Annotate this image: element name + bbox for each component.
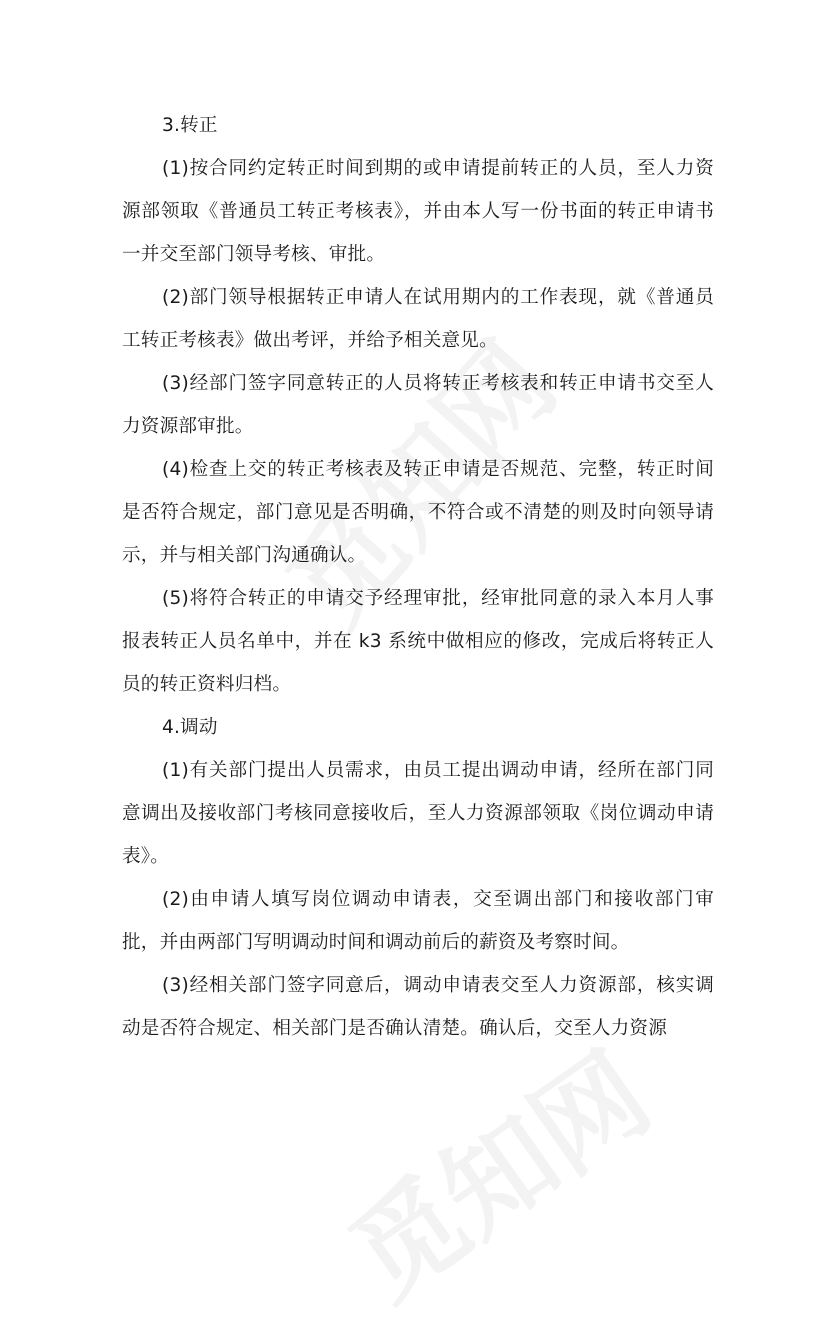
paragraph: (5)将符合转正的申请交予经理审批，经审批同意的录入本月人事报表转正人员名单中，并在 k3 系统中做相应的修改，完成后将转正人员的转正资料归档。 — [122, 588, 714, 695]
paragraph: (1)有关部门提出人员需求，由员工提出调动申请，经所在部门同意调出及接收部门考核同意接收后，至人力资源部领取《岗位调动申请表》。 — [122, 760, 714, 867]
watermark — [315, 1010, 676, 1328]
paragraph: (2)部门领导根据转正申请人在试用期内的工作表现，就《普通员工转正考核表》做出考评，并给予相关意见。 — [122, 287, 714, 351]
paragraph: (2)由申请人填写岗位调动申请表，交至调出部门和接收部门审批，并由两部门写明调动时间和调动前后的薪资及考察时间。 — [122, 889, 714, 953]
paragraph: (1)按合同约定转正时间到期的或申请提前转正的人员，至人力资源部领取《普通员工转正考核表》，并由本人写一份书面的转正申请书一并交至部门领导考核、审批。 — [122, 158, 714, 265]
section-heading: 3.转正 — [162, 115, 218, 136]
document-body — [122, 104, 714, 1050]
paragraph: (4)检查上交的转正考核表及转正申请是否规范、完整，转正时间是否符合规定，部门意见是否明确，不符合或不清楚的则及时向领导请示，并与相关部门沟通确认。 — [122, 459, 714, 566]
section-heading: 4.调动 — [162, 717, 218, 738]
paragraph: (3)经相关部门签字同意后，调动申请表交至人力资源部，核实调动是否符合规定、相关部门是否确认清楚。确认后，交至人力资源 — [122, 975, 714, 1039]
paragraph: (3)经部门签字同意转正的人员将转正考核表和转正申请书交至人力资源部审批。 — [122, 373, 714, 437]
